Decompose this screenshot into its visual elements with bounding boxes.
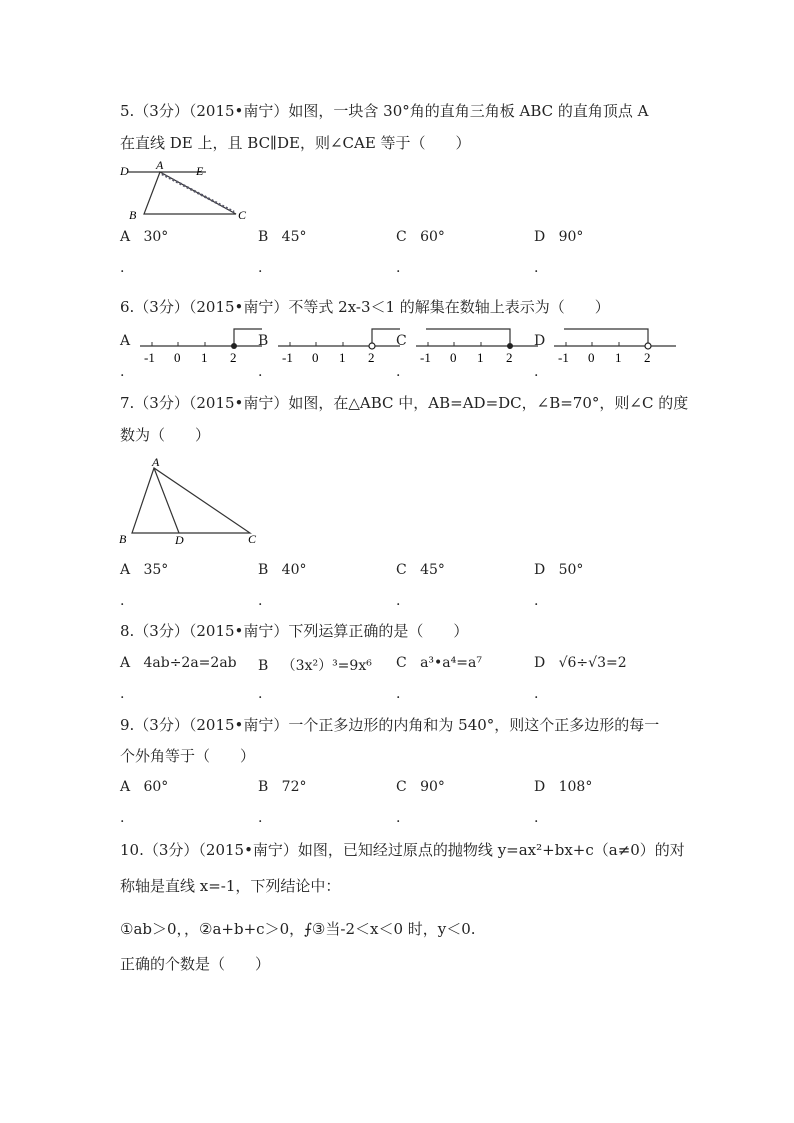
q6-a-tick-1: 1	[201, 350, 208, 365]
q6-numberline-b	[278, 324, 403, 366]
q9-option-d[interactable]	[534, 779, 592, 795]
q5-label-E: E	[196, 164, 204, 178]
q8-option-d-sep: .	[534, 686, 539, 702]
q6-numberline-a	[140, 324, 265, 366]
q6-b-tick-1: 1	[339, 350, 346, 365]
q6-c-tick-0: 0	[450, 350, 457, 365]
q6-a-tick-0: 0	[174, 350, 181, 365]
q5-option-c-text: 60°	[420, 229, 445, 245]
q5-label-C: C	[238, 208, 247, 222]
q7-option-b-text: 40°	[281, 562, 307, 578]
q5-option-c[interactable]	[396, 229, 445, 245]
q9-option-c-sep: .	[396, 810, 401, 826]
q6-option-b-sep: .	[258, 364, 263, 380]
q8-option-a-text: 4ab÷2a=2ab	[143, 655, 237, 671]
q7-option-b-letter: B	[258, 562, 269, 578]
q7-option-b-sep: .	[258, 593, 263, 609]
q7-option-b[interactable]	[258, 562, 306, 578]
q5-option-c-letter: C	[396, 229, 407, 245]
q6-c-tick-1: 1	[477, 350, 484, 365]
q9-option-c-letter: C	[396, 779, 407, 795]
q9-option-b-sep: .	[258, 810, 263, 826]
q6-option-c-sep: .	[396, 364, 401, 380]
q6-line1: 6.（3分）（2015•南宁）不等式 2x-3＜1 的解集在数轴上表示为（ ）	[120, 298, 610, 316]
q10-line3: ①ab＞0，，②a+b+c＞0，⨍③当-2＜x＜0 时，y＜0.	[120, 920, 476, 938]
q8-option-b[interactable]	[258, 655, 372, 675]
q7-triangle-figure	[112, 455, 262, 550]
q7-label-C: C	[248, 532, 257, 546]
q5-label-A: A	[156, 158, 164, 172]
q9-option-a-letter: A	[120, 779, 131, 795]
q6-option-d-letter[interactable]: D	[534, 333, 546, 349]
q5-option-a-sep: .	[120, 260, 125, 276]
q8-option-c-letter: C	[396, 655, 407, 671]
q5-label-D: D	[120, 164, 129, 178]
q7-option-c[interactable]	[396, 562, 445, 578]
q7-line2: 数为（ ）	[120, 426, 211, 444]
q9-option-b-text: 72°	[281, 779, 307, 795]
q8-option-a[interactable]	[120, 655, 237, 671]
q5-line1: 5.（3分）（2015•南宁）如图，一块含 30°角的直角三角板 ABC 的直角顶点 A	[120, 102, 649, 120]
q7-label-D: D	[175, 533, 184, 547]
q5-option-a[interactable]	[120, 229, 168, 245]
q9-option-a-sep: .	[120, 810, 125, 826]
q9-line1: 9.（3分）（2015•南宁）一个正多边形的内角和为 540°，则这个正多边形的每一	[120, 716, 660, 734]
q6-d-tick-0: 0	[588, 350, 595, 365]
q6-d-tick-neg1: -1	[558, 350, 569, 365]
q5-line2: 在直线 DE 上，且 BC∥DE，则∠CAE 等于（ ）	[120, 134, 471, 152]
q9-option-c[interactable]	[396, 779, 445, 795]
q8-option-a-sep: .	[120, 686, 125, 702]
q5-label-B: B	[129, 208, 137, 222]
q7-option-d-sep: .	[534, 593, 539, 609]
q5-option-d-text: 90°	[558, 229, 584, 245]
q5-option-a-text: 30°	[143, 229, 169, 245]
q6-a-tick-2: 2	[230, 350, 237, 365]
q7-option-d-text: 50°	[558, 562, 584, 578]
q10-line2: 称轴是直线 x=-1，下列结论中：	[120, 877, 341, 895]
q5-option-b[interactable]	[258, 229, 306, 245]
q5-option-b-letter: B	[258, 229, 269, 245]
q6-option-b-letter[interactable]: B	[258, 333, 269, 349]
q6-option-d-sep: .	[534, 364, 539, 380]
q9-line2: 个外角等于（ ）	[120, 747, 256, 765]
q5-option-c-sep: .	[396, 260, 401, 276]
q8-option-d[interactable]	[534, 655, 627, 671]
q7-option-d-letter: D	[534, 562, 546, 578]
q9-option-d-sep: .	[534, 810, 539, 826]
q7-option-a-sep: .	[120, 593, 125, 609]
q6-c-tick-2: 2	[506, 350, 513, 365]
q7-option-a[interactable]	[120, 562, 168, 578]
q6-d-open-dot	[645, 343, 651, 349]
q5-option-a-letter: A	[120, 229, 131, 245]
q7-option-c-letter: C	[396, 562, 407, 578]
q8-option-b-text: （3x²）³=9x⁶	[281, 658, 372, 674]
q6-numberline-c	[416, 324, 541, 366]
q10-line1: 10.（3分）（2015•南宁）如图，已知经过原点的抛物线 y=ax²+bx+c（a≠0）的对	[120, 841, 685, 859]
q9-option-a[interactable]	[120, 779, 168, 795]
q6-b-tick-neg1: -1	[282, 350, 293, 365]
q8-option-c-sep: .	[396, 686, 401, 702]
q6-a-filled-dot	[231, 343, 237, 349]
q5-option-d-sep: .	[534, 260, 539, 276]
q5-option-d-letter: D	[534, 229, 546, 245]
q7-label-B: B	[119, 532, 127, 546]
q6-option-a-letter[interactable]: A	[120, 333, 131, 349]
q6-c-tick-neg1: -1	[420, 350, 431, 365]
q5-option-b-text: 45°	[281, 229, 307, 245]
q8-option-d-text: √6÷√3=2	[558, 655, 627, 671]
q9-option-a-text: 60°	[143, 779, 169, 795]
q9-option-c-text: 90°	[420, 779, 445, 795]
q8-line1: 8.（3分）（2015•南宁）下列运算正确的是（ ）	[120, 622, 469, 640]
q8-option-d-letter: D	[534, 655, 546, 671]
q9-option-b[interactable]	[258, 779, 306, 795]
q7-option-c-text: 45°	[420, 562, 445, 578]
q7-option-d[interactable]	[534, 562, 583, 578]
q9-option-b-letter: B	[258, 779, 269, 795]
q6-numberline-d	[554, 324, 679, 366]
q5-triangle-figure	[112, 158, 262, 224]
q6-b-tick-0: 0	[312, 350, 319, 365]
q6-c-filled-dot	[507, 343, 513, 349]
q9-option-d-letter: D	[534, 779, 546, 795]
q8-option-c[interactable]	[396, 655, 482, 671]
q6-d-tick-1: 1	[615, 350, 622, 365]
q8-option-b-letter: B	[258, 658, 269, 674]
q7-option-a-text: 35°	[143, 562, 169, 578]
q6-a-tick-neg1: -1	[144, 350, 155, 365]
q7-option-a-letter: A	[120, 562, 131, 578]
q6-b-open-dot	[369, 343, 375, 349]
q8-option-a-letter: A	[120, 655, 131, 671]
q7-label-A: A	[152, 455, 160, 469]
q6-option-a-sep: .	[120, 364, 125, 380]
q5-option-d[interactable]	[534, 229, 583, 245]
q6-d-tick-2: 2	[644, 350, 651, 365]
q10-line4: 正确的个数是（ ）	[120, 955, 271, 973]
q6-option-c-letter[interactable]: C	[396, 333, 407, 349]
q7-option-c-sep: .	[396, 593, 401, 609]
q8-option-c-text: a³•a⁴=a⁷	[420, 655, 482, 671]
q8-option-b-sep: .	[258, 686, 263, 702]
q6-b-tick-2: 2	[368, 350, 375, 365]
q9-option-d-text: 108°	[558, 779, 593, 795]
q7-line1: 7.（3分）（2015•南宁）如图，在△ABC 中，AB=AD=DC，∠B=70°，则∠C 的度	[120, 394, 689, 412]
q5-option-b-sep: .	[258, 260, 263, 276]
